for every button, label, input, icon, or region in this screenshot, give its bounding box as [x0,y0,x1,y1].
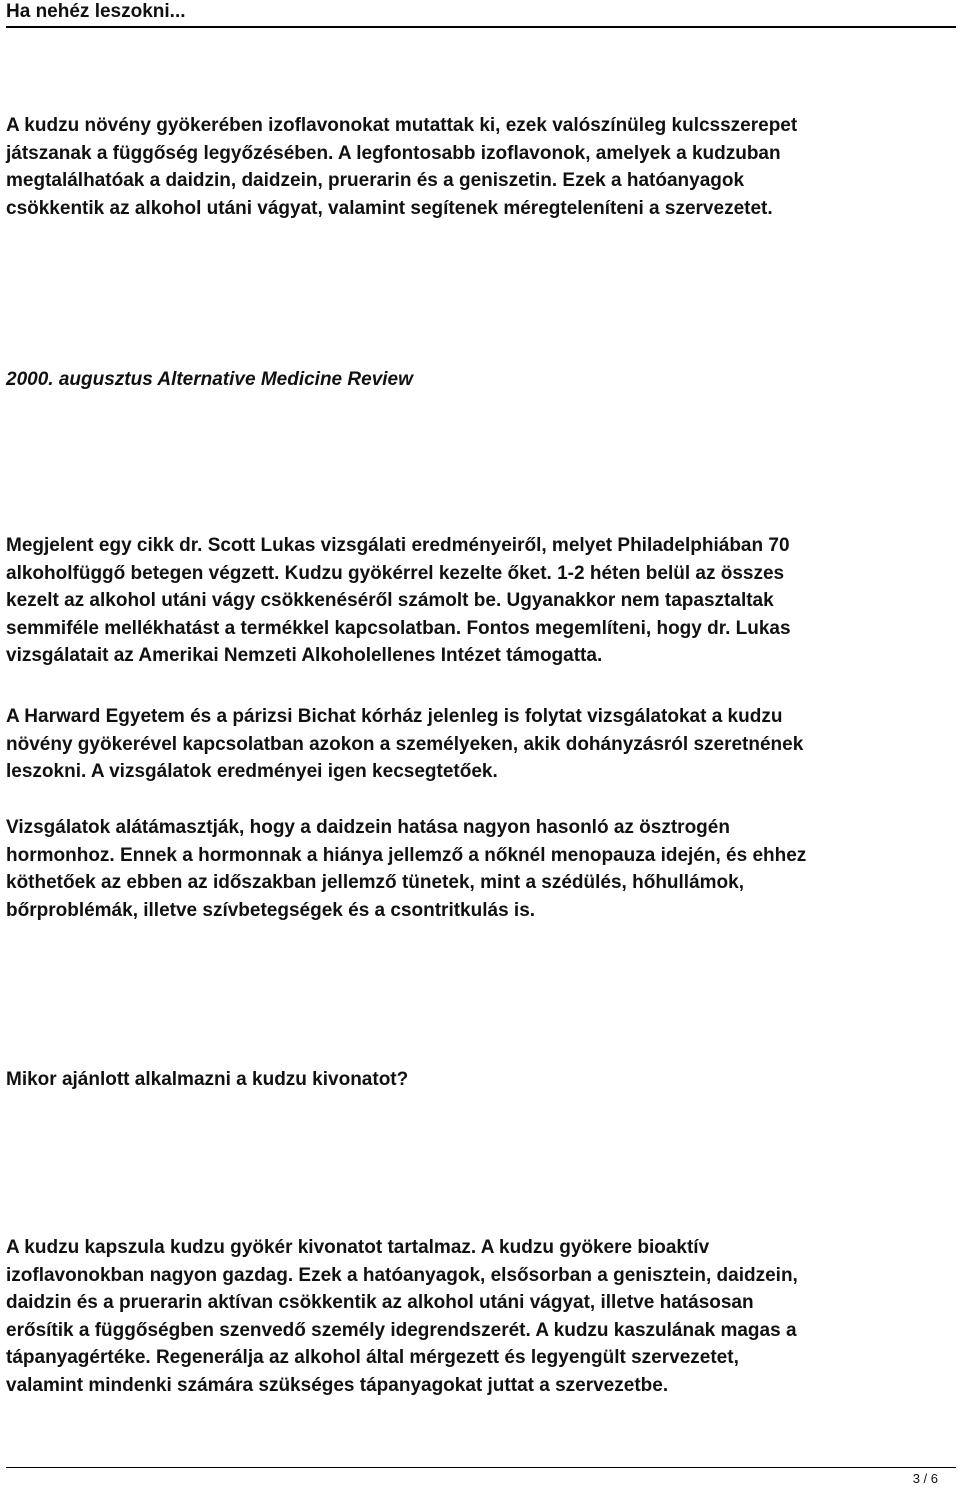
page-header [6,0,956,28]
page-footer [6,1467,956,1486]
paragraph-daidzein: Vizsgálatok alátámasztják, hogy a daidzein hatása nagyon hasonló az ösztrogén hormonhoz. Ennek a hormonnak a hiánya jellemző a nőknél menopauza idején, és ehhez köthetőek az ebben az időszakban jellemző tünetek, mint a szédülés, hőhullámok, bőrproblémák, illetve szívbetegségek és a csontritkulás is. [6,817,807,921]
paragraph-kudzu-capsule: A kudzu kapszula kudzu gyökér kivonatot tartalmaz. A kudzu gyökere bioaktív izoflavonokban nagyon gazdag. Ezek a hatóanyagok, elsősorban a genisztein, daidzein, daidzin és a pruerarin aktívan csökkentik az alkohol utáni vágyat, illetve hatásosan erősítik a függőségben szenvedő személy idegrendszerét. A kudzu kaszulának magas a tápanyagértéke. Regenerálja az alkohol által mérgezett és legyengült szervezetet, valamint mindenki számára szükséges tápanyagokat juttat a szervezetbe. [6,1237,798,1396]
document-title: Ha nehéz leszokni... [6,1,186,22]
paragraph-isoflavones: A kudzu növény gyökerében izoflavonokat mutattak ki, ezek valószínüleg kulcsszerepet játszanak a függőség legyőzésében. A legfontosabb izoflavonok, amelyek a kudzuban megtalálhatóak a daidzin, daidzein, pruerarin és a geniszetin. Ezek a hatóanyagok csökkentik az alkohol utáni vágyat, valamint segítenek méregteleníteni a szervezetet. [6,115,798,219]
paragraph-lukas-study: Megjelent egy cikk dr. Scott Lukas vizsgálati eredményeiről, melyet Philadelphiában 70 alkoholfüggő betegen végzett. Kudzu gyökérrel kezelte őket. 1-2 héten belül az összes kezelt az alkohol utáni vágy csökkenéséről számolt be. Ugyanakkor nem tapasztaltak semmiféle mellékhatást a termékkel kapcsolatban. Fontos megemlíteni, hogy dr. Lukas vizsgálatait az Amerikai Nemzeti Alkoholellenes Intézet támogatta. [6,535,791,667]
section-question: Mikor ajánlott alkalmazni a kudzu kivonatot? [6,1069,409,1090]
page-number: 3 / 6 [912,1471,938,1486]
paragraph-harvard-study: A Harward Egyetem és a párizsi Bichat kórház jelenleg is folytat vizsgálatokat a kudzu növény gyökerével kapcsolatban azokon a személyeken, akik dohányzásról szeretnének leszokni. A vizsgálatok eredményei igen kecsegtetőek. [6,706,804,783]
source-date-line: 2000. augusztus Alternative Medicine Review [6,369,413,390]
